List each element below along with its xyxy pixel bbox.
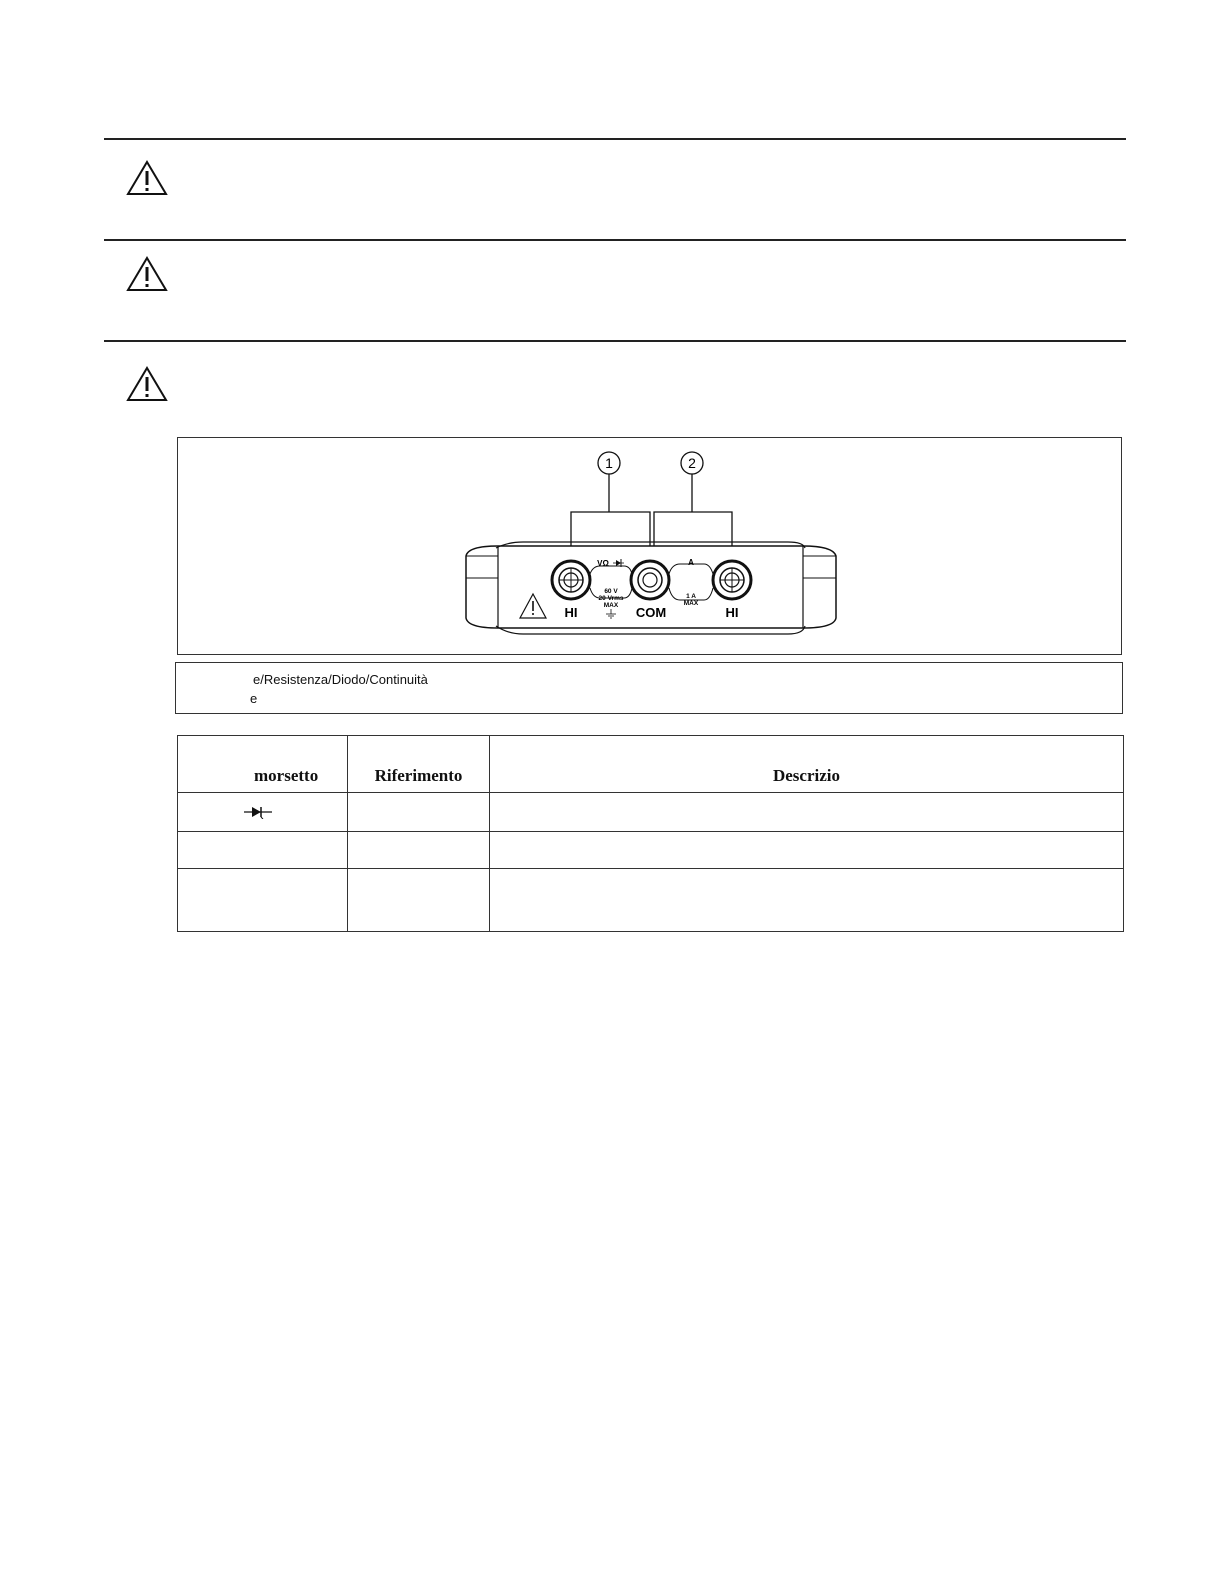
jack-com bbox=[631, 561, 669, 599]
section-divider bbox=[104, 138, 1126, 140]
table-cell bbox=[490, 793, 1124, 832]
jack-label-com: COM bbox=[635, 605, 667, 620]
callout-1-label: 1 bbox=[605, 455, 613, 471]
warning-triangle-icon bbox=[126, 160, 168, 196]
table-cell bbox=[348, 832, 490, 869]
jack-label-hi-right: HI bbox=[725, 605, 739, 620]
table-cell bbox=[178, 832, 348, 869]
legend-item-2: e bbox=[250, 691, 258, 706]
current-rating-line1: 1 A bbox=[686, 593, 696, 600]
device-terminal-drawing bbox=[178, 438, 1123, 656]
voltage-rating-line2: 20 Vrms bbox=[598, 595, 624, 602]
diode-icon bbox=[243, 805, 273, 819]
table-row bbox=[178, 869, 1124, 932]
callout-2-label: 2 bbox=[688, 455, 696, 471]
table-cell bbox=[178, 869, 348, 932]
voltage-rating-line3: MAX bbox=[603, 602, 619, 609]
table-header-row bbox=[178, 736, 1124, 793]
warning-triangle-icon bbox=[126, 256, 168, 292]
table-cell bbox=[348, 793, 490, 832]
header-riferimento: Riferimento bbox=[348, 736, 490, 793]
warning-triangle-icon bbox=[126, 366, 168, 402]
table-row bbox=[178, 793, 1124, 832]
section-divider bbox=[104, 239, 1126, 241]
jack-label-hi-left: HI bbox=[564, 605, 578, 620]
terminal-figure bbox=[177, 437, 1122, 655]
table-cell bbox=[178, 793, 348, 832]
section-divider bbox=[104, 340, 1126, 342]
header-descrizione: Descrizio bbox=[490, 736, 1124, 793]
table-cell bbox=[348, 869, 490, 932]
jack-hi-voltage bbox=[552, 561, 590, 599]
voltage-rating-line1: 60 V bbox=[604, 588, 618, 595]
terminals-table bbox=[177, 735, 1124, 932]
current-rating-line2: MAX bbox=[683, 600, 699, 607]
table-row bbox=[178, 832, 1124, 869]
header-morsetto: morsetto bbox=[178, 736, 348, 793]
legend-item-1: e/Resistenza/Diodo/Continuità bbox=[253, 672, 428, 687]
current-function-label: A bbox=[688, 558, 694, 567]
voltage-function-label: VΩ bbox=[597, 559, 609, 568]
figure-legend bbox=[175, 662, 1123, 714]
jack-hi-current bbox=[713, 561, 751, 599]
table-cell bbox=[490, 832, 1124, 869]
table-cell bbox=[490, 869, 1124, 932]
